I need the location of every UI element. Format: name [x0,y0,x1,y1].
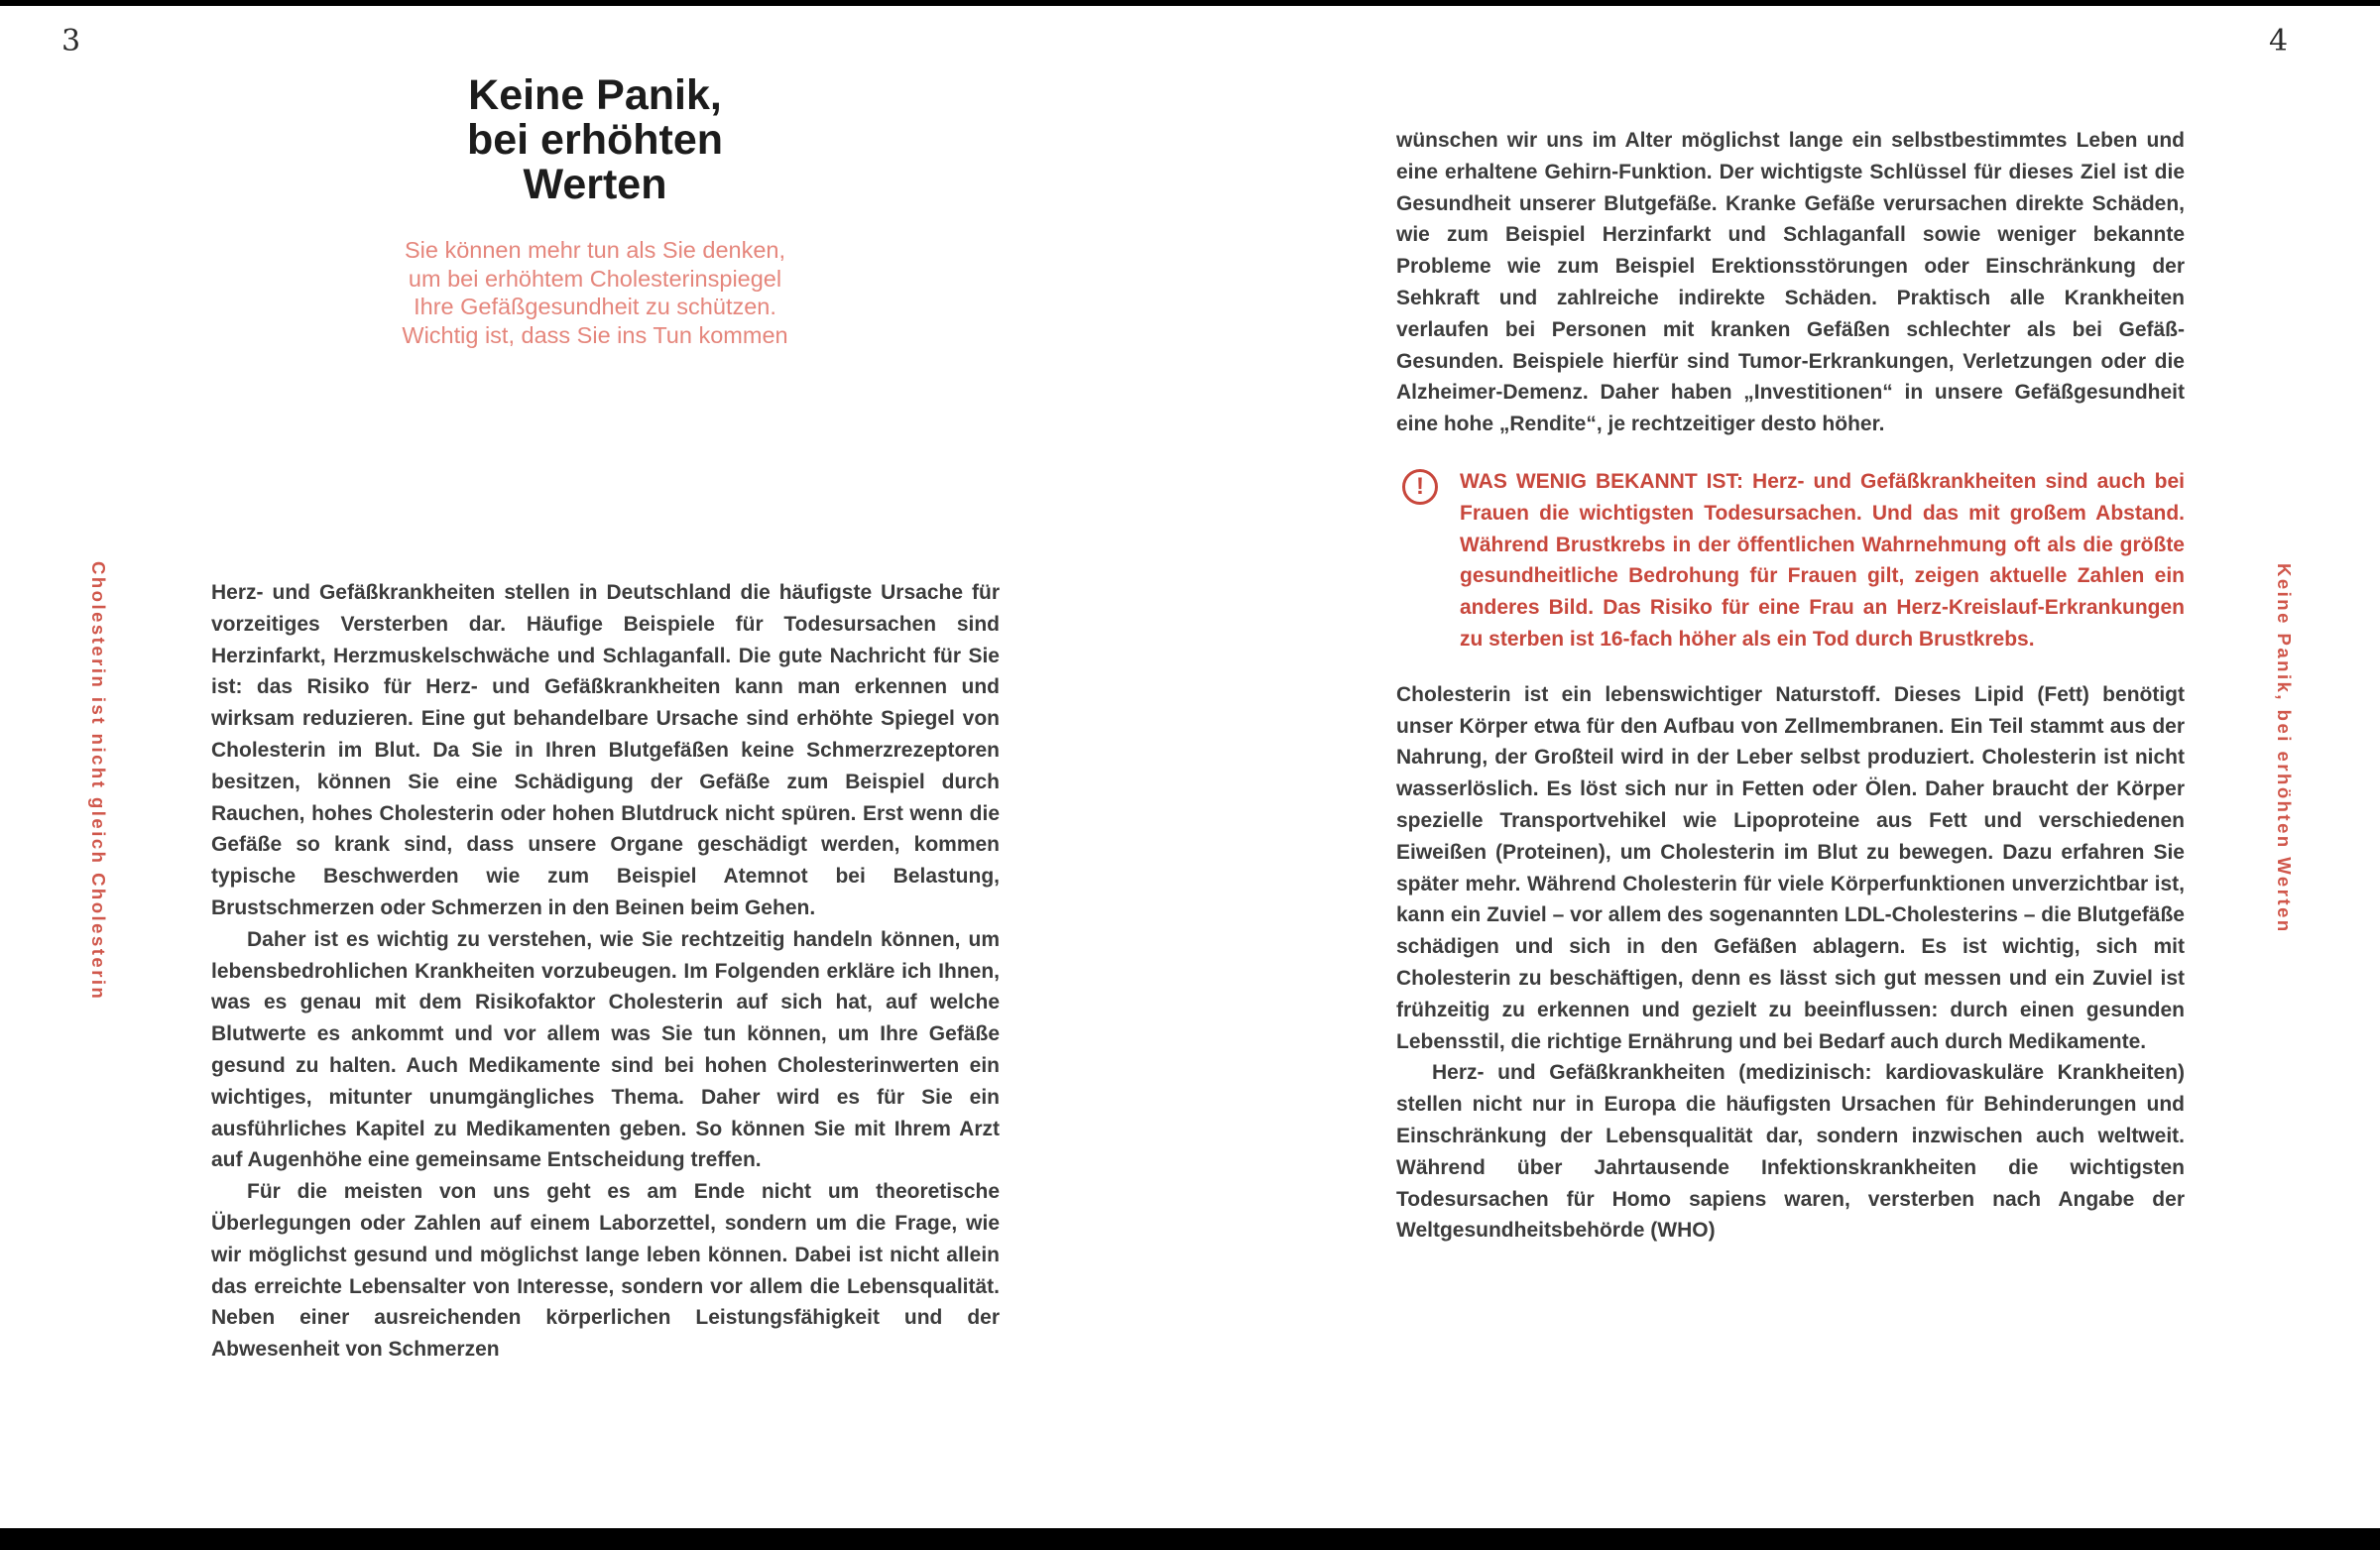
chapter-subtitle [178,236,1012,349]
body-paragraph: Herz- und Gefäßkrankheiten stellen in Deutschland die häufigste Ursache für vorzeitiges Versterben dar. Häufige Beispiele für Todesursachen sind Herzinfarkt, Herzmuskelschwäche und Schlaganfall. Die gute Nachricht für Sie ist: das Risiko für Herz- und Gefäßkrankheiten kann man erkennen und wirksam reduzieren. Eine gut behandelbare Ursache sind erhöhte Spiegel von Cholesterin im Blut. Da Sie in Ihren Blutgefäßen keine Schmerzrezeptoren besitzen, können Sie eine Schädigung der Gefäße zum Beispiel durch Rauchen, hohes Cholesterin oder hohen Blutdruck nicht spüren. Erst wenn die Gefäße so krank sind, dass unsere Organe geschädigt werden, kommen typische Beschwerden wie zum Beispiel Atemnot bei Belastung, Brustschmerzen oder Schmerzen in den Beinen beim Gehen. [211,581,1000,919]
exclamation-circle-icon: ! [1402,469,1438,505]
top-border-bar [0,0,2380,6]
chapter-title-line-1: Keine Panik, [468,71,722,119]
chapter-title-line-3: Werten [523,161,667,208]
important-note-callout [1402,466,2185,656]
right-text-column [1396,125,2185,1247]
callout-text [1460,466,2185,656]
callout-body: Herz- und Gefäßkrankheiten sind auch bei Frauen die wichtigsten Todesursachen. Und das mit großem Abstand. Während Brustkrebs in der öffentlichen Wahrnehmung oft als die größte gesundheitliche Bedrohung für Frauen gilt, zeigen aktuelle Zahlen ein anderes Bild. Das Risiko für eine Frau an Herz-Kreislauf-Erkrankungen zu sterben ist 16-fach höher als ein Tod durch Brustkrebs. [1460,469,2185,651]
body-paragraph: Daher ist es wichtig zu verstehen, wie Sie rechtzeitig handeln können, um lebensbedrohlichen Krankheiten vorzubeugen. Im Folgenden erkläre ich Ihnen, was es genau mit dem Risikofaktor Cholesterin auf sich hat, auf welche Blutwerte es ankommt und vor allem was Sie tun können, um Ihre Gefäße gesund zu halten. Auch Medikamente sind bei hohen Cholesterinwerten ein wichtiges, mitunter unumgängliches Thema. Daher wird es für Sie ein ausführliches Kapitel zu Medikamenten geben. So können Sie mit Ihrem Arzt auf Augenhöhe eine gemeinsame Entscheidung treffen. [211,927,1000,1172]
callout-lead: WAS WENIG BEKANNT IST: [1460,469,1753,493]
chapter-title-line-2: bei erhöhten [466,116,724,164]
left-margin-vertical-text: Cholesterin ist nicht gleich Cholesterin [88,561,109,1002]
right-page-number: 4 [2269,24,2289,59]
body-paragraph: Cholesterin ist ein lebenswichtiger Naturstoff. Dieses Lipid (Fett) benötigt unser Körper etwa für den Aufbau von Zellmembranen. Ein Teil stammt aus der Nahrung, der Großteil wird in der Leber selbst produziert. Cholesterin ist nicht wasserlöslich. Es löst sich nur in Fetten oder Ölen. Daher braucht der Körper spezielle Transportvehikel wie Lipoproteine aus Fett und verschiedenen Eiweißen (Proteinen), um Cholesterin im Blut zu bewegen. Dazu erfahren Sie später mehr. Während Cholesterin für viele Körperfunktionen unverzichtbar ist, kann ein Zuviel – vor allem des sogenannten LDL-Cholesterins – die Blutgefäße schädigen und sich in den Gefäßen ablagern. Es ist wichtig, sich mit Cholesterin zu beschäftigen, denn es lässt sich gut messen und ein Zuviel ist frühzeitig zu erkennen und gezielt zu beeinflussen: durch einen gesunden Lebensstil, die richtige Ernährung und bei Bedarf auch durch Medikamente. [1396,682,2185,1053]
chapter-subtitle-line-2: um bei erhöhtem Cholesterinspiegel [408,265,782,292]
chapter-title [203,73,987,207]
bottom-border-bar [0,1528,2380,1550]
left-page-number: 3 [61,24,81,59]
body-paragraph: Für die meisten von uns geht es am Ende nicht um theoretische Überlegungen oder Zahlen auf einem Laborzettel, sondern um die Frage, wie wir möglichst gesund und möglichst lange leben können. Dabei ist nicht allein das erreichte Lebensalter von Interesse, sondern vor allem die Lebensqualität. Neben einer ausreichenden körperlichen Leistungsfähigkeit und der Abwesenheit von Schmerzen [211,1180,1000,1362]
left-text-column [211,577,1000,1366]
body-paragraph: wünschen wir uns im Alter möglichst lange ein selbstbestimmtes Leben und eine erhaltene Gehirn-Funktion. Der wichtigste Schlüssel für dieses Ziel ist die Gesundheit unserer Blutgefäße. Kranke Gefäße verursachen direkte Schäden, wie zum Beispiel Herzinfarkt und Schlaganfall sowie weniger bekannte Probleme wie zum Beispiel Erektionsstörungen oder Einschränkung der Sehkraft und zahlreiche indirekte Schäden. Praktisch alle Krankheiten verlaufen bei Personen mit kranken Gefäßen schlechter als bei Gefäß-Gesunden. Beispiele hierfür sind Tumor-Erkrankungen, Verletzungen oder die Alzheimer-Demenz. Daher haben „Investitionen“ in unsere Gefäßgesundheit eine hohe „Rendite“, je rechtzeitiger desto höher. [1396,129,2185,436]
body-paragraph: Herz- und Gefäßkrankheiten (medizinisch: kardiovaskuläre Krankheiten) stellen nicht nur in Europa die häufigsten Ursachen für Behinderungen und Einschränkung der Lebensqualität dar, sondern inzwischen auch weltweit. Während über Jahrtausende Infektionskrankheiten die wichtigsten Todesursachen für Homo sapiens waren, versterben nach Angabe der Weltgesundheitsbehörde (WHO) [1396,1061,2185,1243]
chapter-subtitle-line-4: Wichtig ist, dass Sie ins Tun kommen [402,321,788,348]
chapter-subtitle-line-3: Ihre Gefäßgesundheit zu schützen. [414,294,776,319]
right-margin-vertical-text: Keine Panik, bei erhöhten Werten [2274,563,2295,934]
chapter-subtitle-line-1: Sie können mehr tun als Sie denken, [404,237,786,263]
